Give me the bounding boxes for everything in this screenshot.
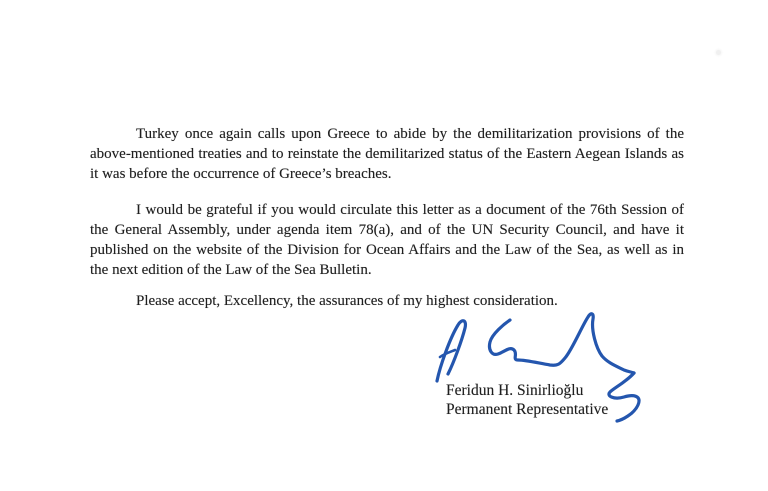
signatory-title: Permanent Representative xyxy=(446,401,609,418)
signature-stroke-main xyxy=(489,314,634,373)
signatory-block xyxy=(446,381,608,419)
scan-artifact-speck xyxy=(716,50,721,55)
signatory-name: Feridun H. Sinirlioğlu xyxy=(446,382,584,399)
signature-stroke-tail xyxy=(609,373,639,421)
paragraph-demilitarization: Turkey once again calls upon Greece to abide by the demilitarization provisions of the above-mentioned treaties and to reinstate the demilitarized status of the Eastern Aegean Islands as it was before the occurrence of Greece’s breaches. xyxy=(90,126,684,182)
paragraph-circulation-request: I would be grateful if you would circulate this letter as a document of the 76th Session of the General Assembly, under agenda item 78(a), and of the UN Security Council, and have it published on the website of the Division for Ocean Affairs and the Law of the Sea, as well as in the next edition of the Law of the Sea Bulletin. xyxy=(90,202,684,278)
letter-body xyxy=(90,124,684,311)
paragraph-closing-courtesy: Please accept, Excellency, the assurances of my highest consideration. xyxy=(136,293,558,309)
